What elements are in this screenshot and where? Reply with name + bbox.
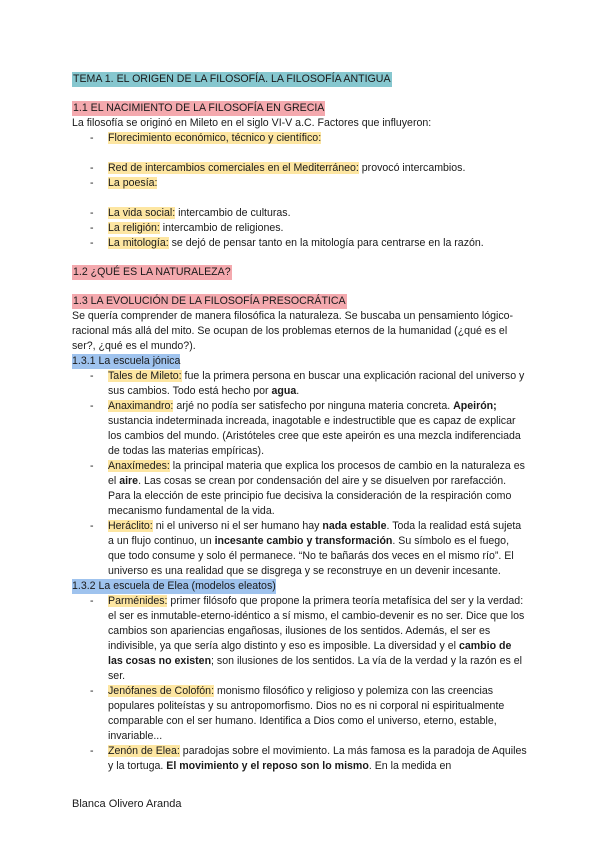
list-item: - Parménides: primer filósofo que propone la primera teoría metafísica del ser y la verdad: el ser es inmutable-eterno-idéntico a sí mismo, el cambio-devenir es no ser. Dice que los cambios son apariencias engañosas, ilusiones de los sentidos. Además, el ser es indivisible, ya que sería algo distinto y eso es imposible. La diversidad y el cambio de las cosas no existen; son ilusiones de los sentidos. La vía de la verdad y la razón es el ser.: [90, 595, 525, 682]
list-item: - La poesía:: [90, 177, 158, 189]
list-item: - Heráclito: ni el universo ni el ser humano hay nada estable. Toda la realidad está sujeta a un flujo continuo, un incesante cambio y transformación. Su símbolo es el fuego, que todo consume y solo él permanece. “No te bañarás dos veces en el mismo río”. El universo es una realidad que se disgrega y se reconstruye en un devenir incesante.: [90, 520, 522, 577]
section-heading-1-3: 1.3 LA EVOLUCIÓN DE LA FILOSOFÍA PRESOCRÁTICA: [73, 295, 346, 307]
list-spacer: [72, 191, 528, 206]
list-item: - Anaximandro: arjé no podía ser satisfecho por ninguna materia concreta. Apeirón; sustancia indeterminada increada, inagotable e indestructible que es capaz de explicar los cambios del mundo. (Aristóteles cree que este apeirón es una mezcla indiferenciada de todas las materias empíricas).: [90, 400, 521, 457]
subsection-heading-1-3-2: 1.3.2 La escuela de Elea (modelos eleatos): [72, 580, 276, 592]
section-1-3-intro: Se quería comprender de manera filosófica la naturaleza. Se buscaba un pensamiento lógico-racional más allá del mito. Se ocupan de los problemas eternos de la humanidad (¿qué es el ser?, ¿qué es el mundo?).: [72, 310, 514, 352]
list-item: - Jenófanes de Colofón: monismo filosófico y religioso y polemiza con las creencias populares politeístas y su antropomorfismo. Dios no es ni corporal ni espiritualmente comparable con el ser humano. Identifica a Dios como el universo, eterno, estable, invariable...: [90, 685, 505, 742]
jonica-list: [72, 369, 528, 579]
elea-list: [72, 594, 528, 774]
list-item: - La mitología: se dejó de pensar tanto en la mitología para centrarse en la razón.: [90, 237, 484, 249]
list-item: - La vida social: intercambio de culturas.: [90, 207, 291, 219]
list-spacer: [72, 146, 528, 161]
section-1-1-intro: La filosofía se originó en Mileto en el siglo VI-V a.C. Factores que influyeron:: [72, 117, 432, 129]
list-item: - La religión: intercambio de religiones.: [90, 222, 284, 234]
list-item: - Red de intercambios comerciales en el Mediterráneo: provocó intercambios.: [90, 162, 466, 174]
section-heading-1-2: 1.2 ¿QUÉ ES LA NATURALEZA?: [73, 266, 231, 278]
document-title: TEMA 1. EL ORIGEN DE LA FILOSOFÍA. LA FILOSOFÍA ANTIGUA: [73, 73, 391, 85]
list-item: - Anaxímedes: la principal materia que explica los procesos de cambio en la naturaleza es el aire. Las cosas se crean por condensación del aire y se disuelven por rarefacción. Para la elección de este principio fue decisiva la consideración de la respiración como mecanismo fundamental de la vida.: [90, 460, 525, 517]
section-heading-1-1: 1.1 EL NACIMIENTO DE LA FILOSOFÍA EN GRECIA: [73, 102, 325, 114]
document-page: [72, 72, 528, 774]
factors-list: [72, 131, 528, 251]
subsection-heading-1-3-1: 1.3.1 La escuela jónica: [72, 355, 181, 367]
list-item: - Tales de Mileto: fue la primera persona en buscar una explicación racional del universo y sus cambios. Todo está hecho por agua.: [90, 370, 525, 397]
list-item: - Zenón de Elea: paradojas sobre el movimiento. La más famosa es la paradoja de Aquiles y la tortuga. El movimiento y el reposo son lo mismo. En la medida en: [90, 745, 527, 772]
list-item: - Florecimiento económico, técnico y científico:: [90, 132, 322, 144]
page-footer-author: Blanca Olivero Aranda: [72, 798, 182, 810]
